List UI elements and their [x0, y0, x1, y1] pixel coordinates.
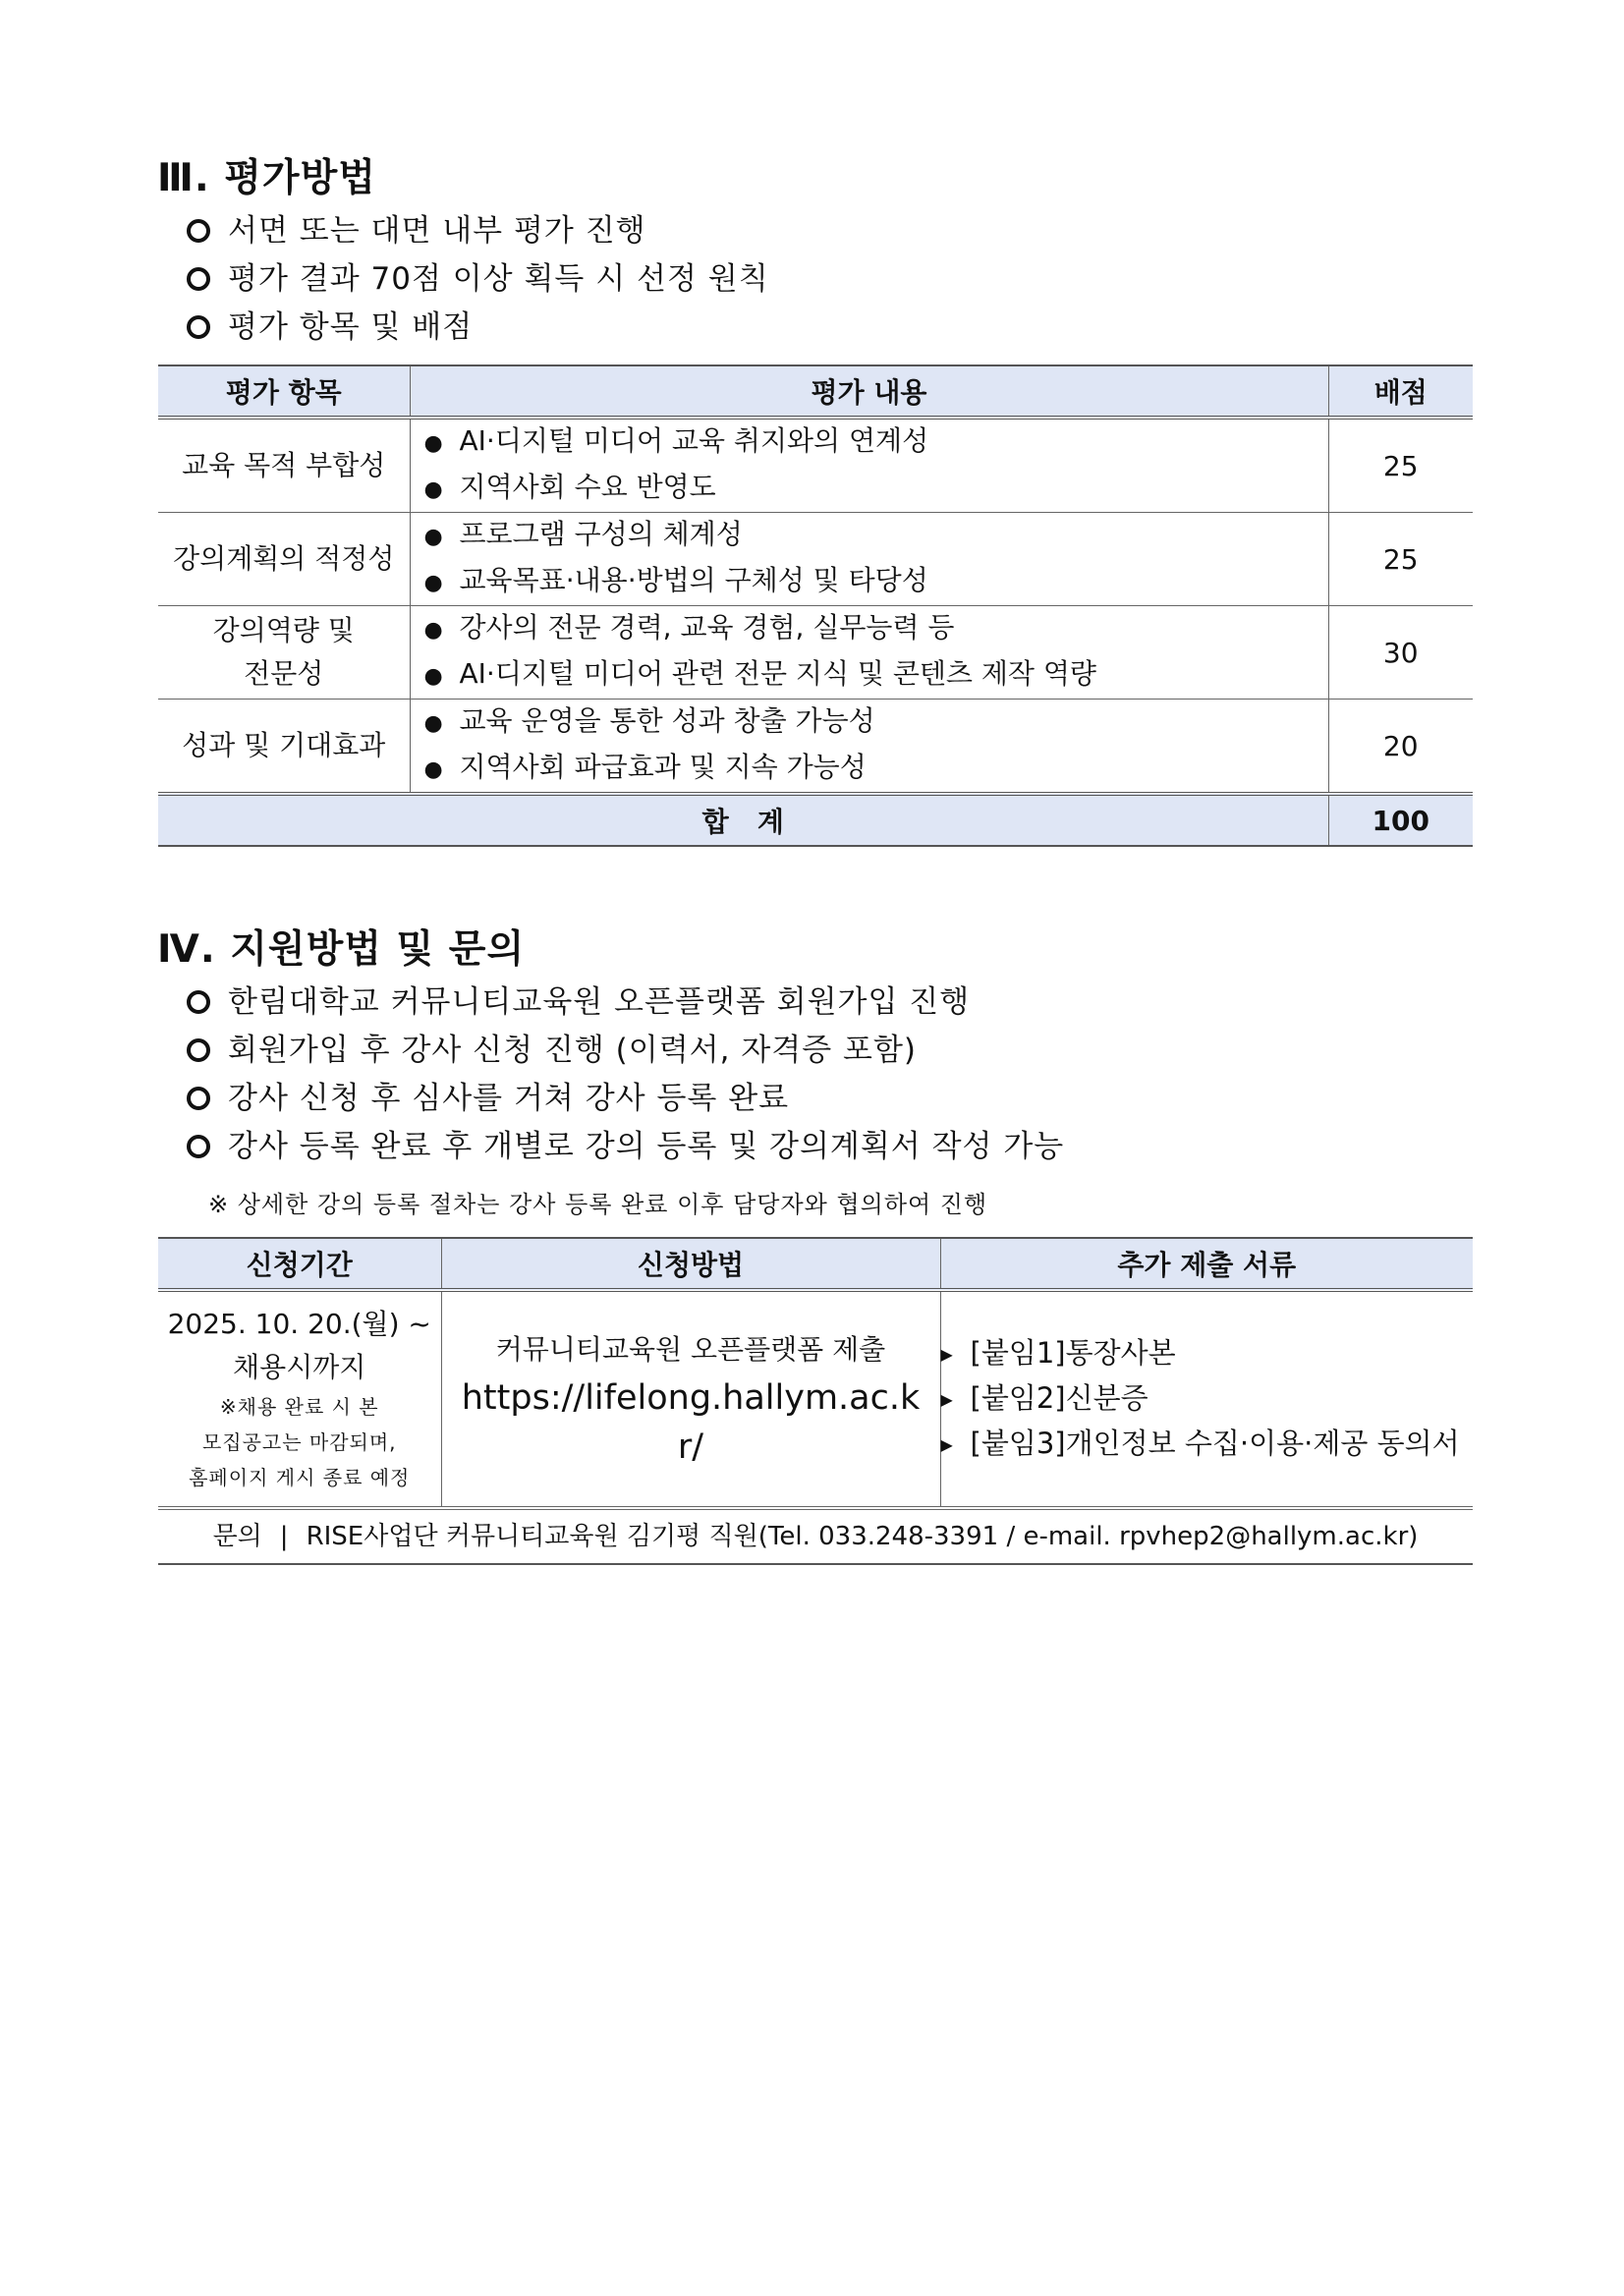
application-bullets: [187, 979, 1064, 1171]
table-row: [158, 700, 1473, 795]
list-item: 평가 항목 및 배점: [187, 304, 769, 352]
required-documents: [940, 1290, 1473, 1506]
table-row: [158, 418, 1473, 513]
row-score: 30: [1328, 606, 1473, 700]
total-label: 합 계: [158, 794, 1328, 846]
total-score: 100: [1328, 794, 1473, 846]
bullet-dot-icon: ●: [423, 571, 443, 595]
row-category: 강의계획의 적정성: [158, 513, 410, 606]
content-item: ● 강사의 전문 경력, 교육 경험, 실무능력 등: [424, 606, 1328, 652]
header-score: 배점: [1328, 365, 1473, 418]
content-item: ● 교육 운영을 통한 성과 창출 가능성: [424, 700, 1328, 746]
bullet-dot-icon: ●: [423, 664, 443, 689]
row-content: [410, 700, 1328, 795]
table-header-row: [158, 365, 1473, 418]
header-content: 평가 내용: [410, 365, 1328, 418]
list-item: 강사 등록 완료 후 개별로 강의 등록 및 강의계획서 작성 가능: [187, 1123, 1064, 1171]
application-method: 커뮤니티교육원 오픈플랫폼 제출 https://lifelong.hallym.ac.kr/: [441, 1290, 940, 1506]
table-row: [158, 606, 1473, 700]
document-item: ▶ [붙임2]신분증: [941, 1376, 1474, 1422]
bullet-dot-icon: ●: [423, 431, 443, 456]
header-category: 평가 항목: [158, 365, 410, 418]
content-item: ● 지역사회 파급효과 및 지속 가능성: [424, 746, 1328, 792]
table-row: [158, 1290, 1473, 1506]
circle-bullet-icon: [187, 1038, 210, 1062]
list-item: 회원가입 후 강사 신청 진행 (이력서, 자격증 포함): [187, 1027, 1064, 1075]
document-item: ▶ [붙임3]개인정보 수집·이용·제공 동의서: [941, 1422, 1474, 1467]
row-category: 교육 목적 부합성: [158, 418, 410, 513]
row-content: [410, 513, 1328, 606]
content-item: ● 교육목표·내용·방법의 구체성 및 타당성: [424, 559, 1328, 605]
triangle-bullet-icon: ▶: [940, 1344, 953, 1364]
circle-bullet-icon: [187, 315, 210, 339]
triangle-bullet-icon: ▶: [940, 1389, 953, 1409]
evaluation-table: [158, 364, 1473, 847]
application-period: 2025. 10. 20.(월) ~ 채용시까지 ※채용 완료 시 본 모집공고는 마감되며, 홈페이지 게시 종료 예정: [158, 1290, 441, 1506]
list-item: 서면 또는 대면 내부 평가 진행: [187, 207, 769, 255]
application-table: [158, 1237, 1473, 1507]
triangle-bullet-icon: ▶: [940, 1434, 953, 1454]
circle-bullet-icon: [187, 1087, 210, 1110]
circle-bullet-icon: [187, 990, 210, 1014]
circle-bullet-icon: [187, 1135, 210, 1158]
row-category: 강의역량 및 전문성: [158, 606, 410, 700]
content-item: ● AI·디지털 미디어 관련 전문 지식 및 콘텐츠 제작 역량: [424, 652, 1328, 699]
section-title-application: Ⅳ. 지원방법 및 문의: [157, 927, 526, 972]
contact-info: [158, 1509, 1473, 1565]
evaluation-bullets: [187, 207, 769, 352]
bullet-dot-icon: ●: [423, 711, 443, 736]
table-header-row: [158, 1238, 1473, 1290]
contact-text: RISE사업단 커뮤니티교육원 김기평 직원(Tel. 033.248-3391 / e-mail. rpvhep2@hallym.ac.kr): [306, 1522, 1419, 1551]
row-content: [410, 418, 1328, 513]
circle-bullet-icon: [187, 267, 210, 291]
list-item: 강사 신청 후 심사를 거쳐 강사 등록 완료: [187, 1075, 1064, 1123]
row-score: 25: [1328, 513, 1473, 606]
content-item: ● 지역사회 수요 반영도: [424, 466, 1328, 512]
content-item: ● AI·디지털 미디어 교육 취지와의 연계성: [424, 420, 1328, 466]
list-item: 평가 결과 70점 이상 획득 시 선정 원칙: [187, 255, 769, 304]
table-total-row: [158, 794, 1473, 846]
header-period: 신청기간: [158, 1238, 441, 1290]
header-method: 신청방법: [441, 1238, 940, 1290]
row-category: 성과 및 기대효과: [158, 700, 410, 795]
bullet-dot-icon: ●: [423, 618, 443, 643]
row-score: 25: [1328, 418, 1473, 513]
bullet-dot-icon: ●: [423, 477, 443, 502]
content-item: ● 프로그램 구성의 체계성: [424, 513, 1328, 559]
row-content: [410, 606, 1328, 700]
bullet-dot-icon: ●: [423, 757, 443, 782]
contact-label: 문의: [212, 1522, 262, 1551]
list-item: 한림대학교 커뮤니티교육원 오픈플랫폼 회원가입 진행: [187, 979, 1064, 1027]
platform-url-link[interactable]: https://lifelong.hallym.ac.kr/: [461, 1377, 921, 1467]
document-item: ▶ [붙임1]통장사본: [941, 1331, 1474, 1376]
table-row: [158, 513, 1473, 606]
bullet-dot-icon: ●: [423, 525, 443, 549]
circle-bullet-icon: [187, 219, 210, 243]
row-score: 20: [1328, 700, 1473, 795]
section-title-evaluation: Ⅲ. 평가방법: [157, 156, 376, 200]
separator: |: [279, 1522, 289, 1551]
procedure-note: ※ 상세한 강의 등록 절차는 강사 등록 완료 이후 담당자와 협의하여 진행: [208, 1191, 988, 1218]
header-documents: 추가 제출 서류: [940, 1238, 1473, 1290]
